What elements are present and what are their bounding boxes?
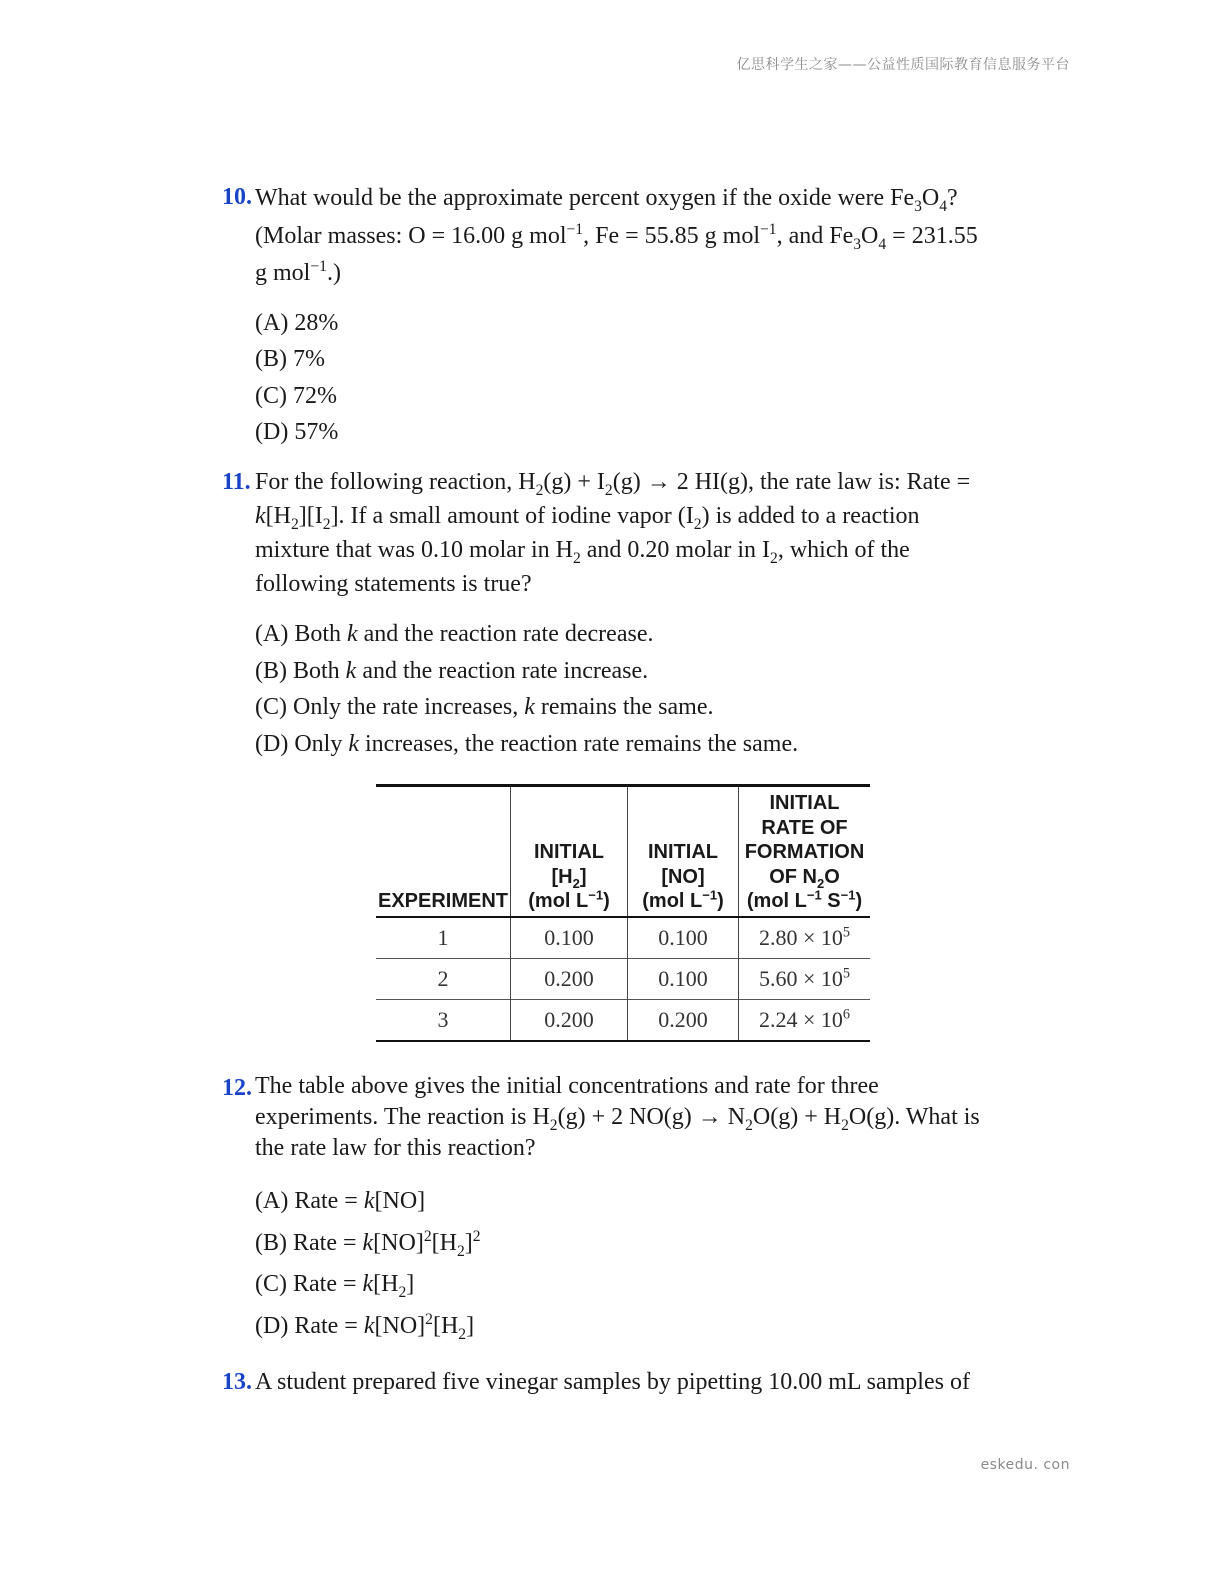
cell-h2: 0.100 — [511, 917, 628, 959]
cell-experiment: 3 — [437, 1006, 449, 1032]
question-text: For the following reaction, $H_2(g) + I_2(g) \to 2$ HI(g), the rate law is: Rate = $k[H_2][I_2]$. If a small amount of iodine vapor $(I_2)$ is added to a reaction mixture that was 0.10 molar in $H_2$ and 0.20 molar in $I_2$, which of the following statements is true? — [255, 469, 971, 597]
footer-site: eskedu. con — [980, 1457, 1070, 1473]
question-12 — [222, 1071, 1015, 1347]
table-row — [376, 958, 870, 999]
cell-rate: $2.80 \times 10^5$ — [739, 917, 871, 959]
cell-experiment: 1 — [437, 924, 449, 950]
question-11 — [222, 465, 1015, 762]
question-number: 10. — [222, 184, 252, 210]
option-c: (C) Only the rate increases, k remains the same. — [255, 694, 714, 720]
option-b: (B) Rate = $k[NO]^2[H_2]^2$ — [255, 1227, 481, 1260]
option-b: (B) 7% — [255, 346, 325, 372]
option-a: (A) Rate = k[NO] — [255, 1188, 426, 1214]
option-d: (D) Only k increases, the reaction rate remains the same. — [255, 730, 799, 757]
option-c: (C) Rate = $k[H_2]$ — [255, 1271, 415, 1301]
option-c: (C) 72% — [255, 382, 337, 409]
cell-no: 0.100 — [628, 958, 739, 999]
option-a: (A) 28% — [255, 309, 339, 336]
cell-rate: $2.24 \times 10^6$ — [739, 999, 871, 1041]
header-watermark: 亿思科学生之家——公益性质国际教育信息服务平台 — [736, 57, 1070, 73]
col-header-rate: INITIAL RATE OF FORMATION OF $N_2O$ (mol $L^{-1}$ $S^{-1}$) — [739, 786, 871, 917]
answer-options — [255, 305, 1015, 451]
option-a: (A) Both k and the reaction rate decrease. — [255, 621, 654, 647]
answer-options — [255, 616, 1015, 762]
answer-options — [255, 1181, 1015, 1347]
question-number: 12. — [222, 1075, 252, 1101]
table-row — [376, 999, 870, 1041]
col-header-h2: INITIAL $[H_2]$ (mol $L^{-1}$) — [511, 786, 628, 917]
question-13 — [222, 1365, 1015, 1399]
cell-no: 0.100 — [628, 917, 739, 959]
question-text: A student prepared five vinegar samples by pipetting 10.00 mL samples of — [255, 1369, 970, 1395]
rate-data-table — [376, 784, 870, 1042]
question-number: 11. — [222, 469, 251, 495]
cell-h2: 0.200 — [511, 999, 628, 1041]
col-header-experiment: EXPERIMENT — [377, 890, 509, 912]
option-b: (B) Both k and the reaction rate increase. — [255, 657, 649, 684]
cell-no: 0.200 — [628, 999, 739, 1041]
question-text: What would be the approximate percent oxygen if the oxide were $Fe_3O_4$? (Molar masses: O = 16.00 g mol$^{-1}$, Fe = 55.85 g mol$^{-1}$, and $Fe_3O_4 = 231.55$ g mol$^{-1}$.) — [255, 185, 978, 286]
table-row — [376, 917, 870, 959]
table-header-row — [376, 786, 870, 917]
cell-h2: 0.200 — [511, 958, 628, 999]
question-10 — [222, 180, 1015, 451]
question-text: The table above gives the initial concentrations and rate for three experiments. The reaction is $H_2(g) + 2$ $NO(g) \to N_2O(g) + H_2O(g)$. What is the rate law for this reaction? — [255, 1073, 980, 1161]
option-d: (D) 57% — [255, 419, 339, 445]
cell-experiment: 2 — [437, 965, 449, 991]
question-number: 13. — [222, 1369, 252, 1395]
col-header-no: INITIAL [NO] (mol $L^{-1}$) — [628, 786, 739, 917]
option-d: (D) Rate = $k[NO]^2[H_2]$ — [255, 1310, 475, 1343]
cell-rate: $5.60 \times 10^5$ — [739, 958, 871, 999]
